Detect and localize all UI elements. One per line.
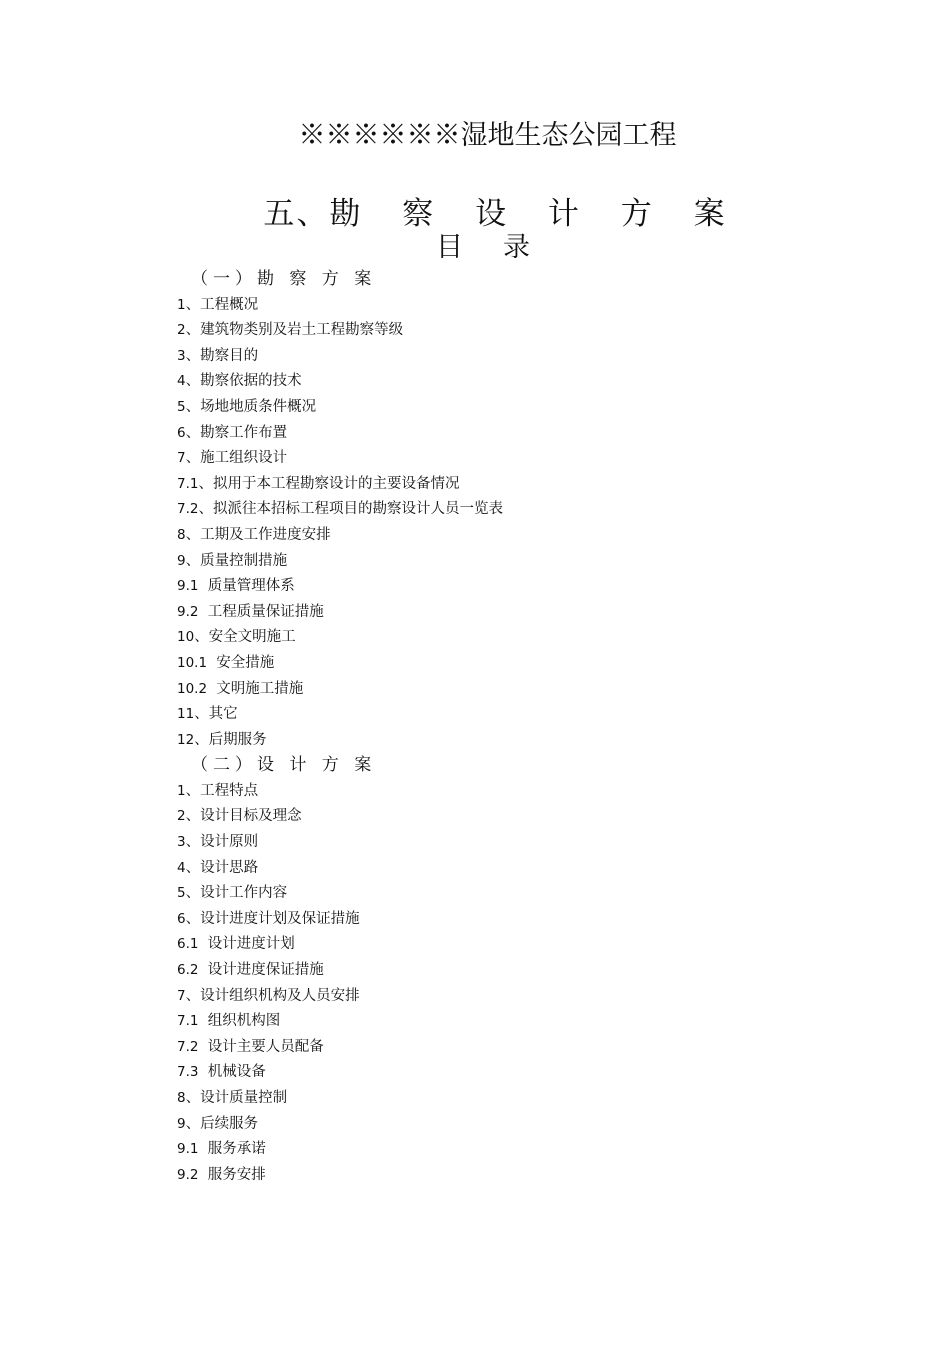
toc-group-heading: （二）设 计 方 案	[191, 755, 377, 776]
toc-entry-text: 、其它	[194, 706, 238, 723]
toc-entry	[177, 523, 877, 549]
toc-entry-number: 6.1	[177, 936, 199, 953]
toc-entry-number: 7.2	[177, 501, 199, 518]
toc-entry	[177, 1163, 877, 1189]
toc-entry-number: 8	[177, 526, 186, 543]
toc-entry-text: 、安全文明施工	[194, 629, 296, 646]
toc-entry-text: 、场地地质条件概况	[185, 398, 317, 415]
toc-entry-text: 、勘察依据的技术	[185, 373, 302, 390]
toc-entry-text: 、设计思路	[185, 859, 259, 876]
toc-entry-number: 12	[177, 731, 195, 748]
toc-entry-number: 8	[177, 1090, 186, 1106]
toc-entry	[177, 804, 877, 830]
toc-entry-text: 设计进度保证措施	[198, 962, 324, 979]
toc-entry-text: 、设计工作内容	[185, 885, 288, 902]
toc-entry	[177, 369, 877, 395]
toc-entry-text: 、勘察目的	[185, 347, 259, 364]
toc-entry-text: 质量管理体系	[198, 578, 295, 595]
toc-entry-number: 1	[177, 782, 186, 799]
toc-entry-text: 、设计质量控制	[185, 1090, 288, 1106]
toc-entry-text: 、设计目标及理念	[185, 808, 302, 825]
toc-entry-text: 、拟派往本招标工程项目的勘察设计人员一览表	[198, 501, 503, 518]
toc-entry-text: 服务承诺	[198, 1141, 266, 1158]
toc-entry	[177, 728, 877, 754]
toc-entry	[177, 497, 877, 523]
toc-entry-number: 5	[177, 885, 186, 902]
toc-entry-text: 安全措施	[207, 654, 275, 671]
toc-entry-text: 文明施工措施	[207, 680, 304, 697]
toc-entry-number: 9.2	[177, 603, 199, 620]
toc-entry	[177, 549, 877, 575]
toc-entry-number: 10	[177, 629, 195, 646]
toc-entry-number: 9	[177, 552, 186, 569]
toc-entry-number: 7	[177, 450, 186, 467]
toc-entry	[177, 932, 877, 958]
toc-entry-number: 3	[177, 347, 186, 364]
toc-entry-text: 、工期及工作进度安排	[185, 526, 331, 543]
toc-entry	[177, 1137, 877, 1163]
toc-entry	[177, 1112, 877, 1138]
toc-entry	[177, 318, 877, 344]
toc-entry-text: 、后续服务	[185, 1115, 259, 1132]
toc-entry-number: 9.1	[177, 578, 199, 595]
toc-entry-text: 、勘察工作布置	[185, 424, 288, 441]
table-of-contents	[177, 267, 877, 1188]
toc-entry-number: 6.2	[177, 962, 199, 979]
toc-entry	[177, 472, 877, 498]
toc-entry	[177, 830, 877, 856]
toc-entry-text: 、后期服务	[194, 731, 267, 748]
toc-entry-number: 10.1	[177, 654, 208, 671]
toc-entry	[177, 625, 877, 651]
toc-entry-number: 1	[177, 296, 186, 313]
toc-entry	[177, 856, 877, 882]
toc-entry-number: 2	[177, 322, 186, 339]
toc-entry	[177, 421, 877, 447]
toc-entry-number: 6	[177, 424, 186, 441]
section-number: 五、	[263, 196, 330, 232]
toc-entry	[177, 600, 877, 626]
toc-entry	[177, 779, 877, 805]
toc-entry	[177, 958, 877, 984]
toc-entry-number: 9.1	[177, 1141, 199, 1158]
toc-entry-number: 11	[177, 706, 195, 723]
toc-entry-text: 、设计原则	[185, 834, 259, 851]
toc-entry	[177, 344, 877, 370]
section-title-text: 勘 察 设 计 方 案	[329, 196, 741, 232]
toc-entry	[177, 907, 877, 933]
toc-entry	[177, 1086, 877, 1112]
toc-entry-text: 组织机构图	[198, 1013, 281, 1030]
toc-entry	[177, 984, 877, 1010]
toc-entry-text: 、设计组织机构及人员安排	[185, 987, 360, 1004]
toc-entry-number: 6	[177, 910, 186, 927]
toc-entry-number: 7.1	[177, 1013, 199, 1030]
toc-entry	[177, 1035, 877, 1061]
toc-heading: 目录	[436, 232, 570, 263]
toc-entry-number: 5	[177, 398, 186, 415]
toc-entry-number: 9.2	[177, 1166, 199, 1183]
toc-entry-number: 2	[177, 808, 186, 825]
toc-entry-text: 、质量控制措施	[185, 552, 288, 569]
toc-entry	[177, 293, 877, 319]
toc-entry	[177, 395, 877, 421]
toc-group-heading: （一）勘 察 方 案	[191, 269, 377, 289]
toc-entry	[177, 651, 877, 677]
toc-entry	[177, 702, 877, 728]
toc-entry-text: 工程质量保证措施	[198, 603, 324, 620]
toc-entry	[177, 1009, 877, 1035]
toc-entry-text: 、工程概况	[185, 296, 259, 313]
toc-entry-number: 10.2	[177, 680, 208, 697]
toc-entry-number: 3	[177, 834, 186, 851]
toc-entry-text: 设计进度计划	[198, 936, 295, 953]
toc-entry-text: 、工程特点	[185, 782, 259, 799]
toc-entry	[177, 574, 877, 600]
toc-entry	[177, 446, 877, 472]
section-title	[0, 193, 950, 235]
toc-entry-text: 、设计进度计划及保证措施	[185, 910, 360, 927]
toc-entry-text: 、建筑物类别及岩土工程勘察等级	[185, 322, 404, 339]
toc-entry-text: 、施工组织设计	[185, 450, 288, 467]
toc-entry-number: 7.1	[177, 475, 199, 492]
toc-entry-text: 设计主要人员配备	[198, 1038, 324, 1055]
toc-entry-text: 服务安排	[198, 1166, 266, 1183]
toc-entry-number: 4	[177, 859, 186, 876]
toc-entry-number: 7	[177, 987, 186, 1004]
document-title: ※※※※※※湿地生态公园工程	[298, 120, 677, 151]
toc-entry-text: 、拟用于本工程勘察设计的主要设备情况	[198, 475, 460, 492]
toc-entry-number: 7.3	[177, 1064, 199, 1081]
toc-entry	[177, 881, 877, 907]
toc-entry-number: 9	[177, 1115, 186, 1132]
toc-entry-number: 7.2	[177, 1038, 199, 1055]
toc-entry-number: 4	[177, 373, 186, 390]
toc-entry-text: 机械设备	[198, 1064, 266, 1081]
toc-entry	[177, 677, 877, 703]
toc-entry	[177, 1060, 877, 1086]
